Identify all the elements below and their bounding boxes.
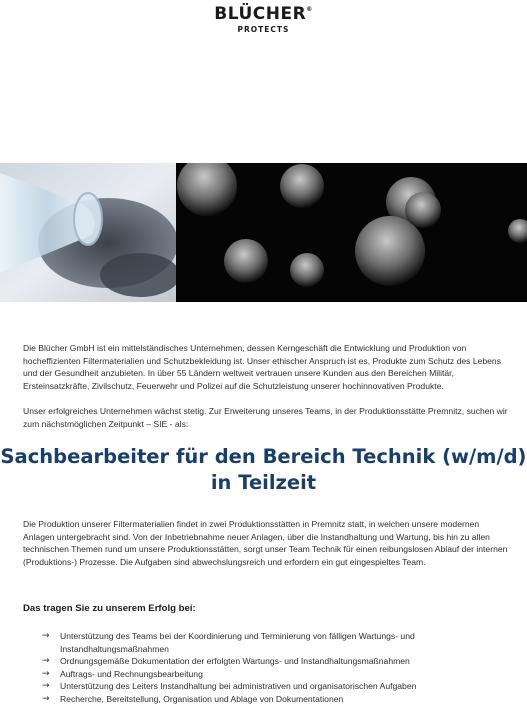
task-text: Unterstützung des Leiters Instandhaltung bei administrativen und organisatorischen Aufgaben <box>60 681 417 692</box>
arrow-right-icon: → <box>42 693 50 704</box>
tasks-list <box>42 630 512 706</box>
job-title-line1: Sachbearbeiter für den Bereich Technik (w/m/d) <box>0 445 527 468</box>
logo-brand: BLÜCHER <box>214 4 307 24</box>
arrow-right-icon: → <box>42 656 50 667</box>
task-text: Recherche, Bereitstellung, Organisation und Ablage von Dokumentationen <box>60 693 344 704</box>
list-item <box>42 693 512 706</box>
intro-paragraph-company: Die Blücher GmbH ist ein mittelständisches Unternehmen, dessen Kerngeschäft die Entwicklung und Produktion von hocheffizienten Filtermaterialien und Schutzbekleidung ist. Unser ethischer Anspruch ist es, Produkte zum Schutz des Lebens und der Gesundheit anzubieten. In über 55 Ländern weltweit vertrauen unsere Kunden aus den Bereichen Militär, Ersteinsatzkräfte, Zivilschutz, Feuerwehr und Polizei auf die Schutzleistung unserer hochinnovativen Produkte. <box>23 343 502 391</box>
intro-paragraph-hiring: Unser erfolgreiches Unternehmen wächst stetig. Zur Erweiterung unseres Teams, in der Produktionsstätte Premnitz, suchen wir zum nächstmöglichen Zeitpunkt – SIE - als: <box>23 406 508 429</box>
list-item <box>42 668 512 681</box>
task-text: Ordnungsgemäße Dokumentation der erfolgten Wartungs- und Instandhaltungsmaßnahmen <box>60 656 410 667</box>
job-title-line2: in Teilzeit <box>210 471 317 494</box>
logo-tagline: PROTECTS <box>237 25 290 34</box>
arrow-right-icon: → <box>42 668 50 679</box>
arrow-right-icon: → <box>42 681 50 692</box>
arrow-right-icon: → <box>42 631 50 641</box>
tasks-heading: Das tragen Sie zu unserem Erfolg bei: <box>23 603 196 614</box>
hero-graphic <box>0 163 527 302</box>
list-item <box>42 630 512 655</box>
job-description: Die Produktion unserer Filtermaterialien findet in zwei Produktionsstätten in Premnitz statt, in welchen unsere modernen Anlagen untergebracht sind. Von der Inbetriebnahme neuer Anlagen, über die Instandhaltung und Wartung, bis hin zu allen technischen Themen rund um unsere Produktionsstätten, sorgt unser Team Technik für einen reibungslosen Ablauf der internen (Produktions-) Prozesse. Die Aufgaben sind abwechslungsreich und erfordern ein gut eingespieltes Team. <box>23 519 508 567</box>
logo-wordmark <box>0 4 527 24</box>
company-logo <box>0 4 527 34</box>
list-item <box>42 655 512 668</box>
job-title <box>0 444 527 496</box>
task-text: Unterstützung des Teams bei der Koordinierung und Terminierung von fälligen Wartungs- und Instandhaltungsmaßnahmen <box>60 631 415 654</box>
task-text: Auftrags- und Rechnungsbearbeitung <box>60 668 203 679</box>
registered-mark: ® <box>306 6 313 13</box>
list-item <box>42 680 512 693</box>
hero-image <box>0 163 527 302</box>
